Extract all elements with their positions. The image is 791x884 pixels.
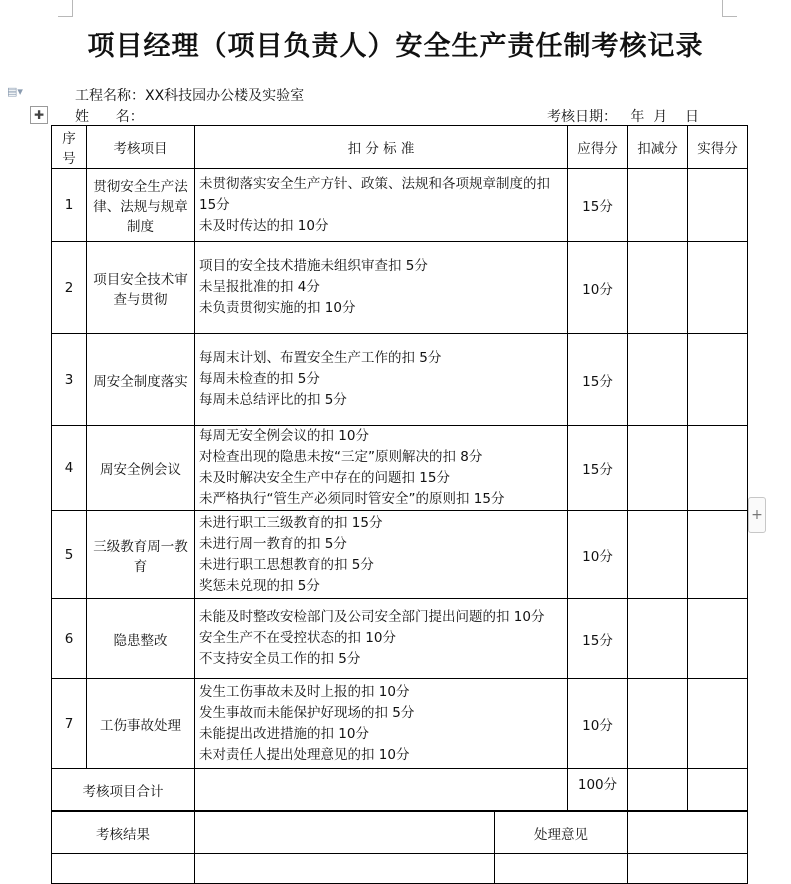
row-criteria	[195, 242, 568, 334]
criterion-line: 未严格执行“管生产必须同时管安全”的原则扣 15分	[199, 491, 505, 507]
row-actual-cell[interactable]	[688, 426, 748, 511]
result-row	[52, 812, 748, 854]
row-deduct-cell[interactable]	[628, 599, 688, 679]
criterion-line: 每周未总结评比的扣 5分	[199, 392, 347, 408]
row-criteria	[195, 511, 568, 599]
table-row	[52, 679, 748, 769]
criterion-line: 15分	[199, 196, 230, 213]
row-actual-cell[interactable]	[688, 334, 748, 426]
row-actual-cell[interactable]	[688, 679, 748, 769]
header-deduct-score: 扣减分	[628, 126, 688, 169]
row-seq: 1	[52, 169, 87, 242]
criterion-line: 未贯彻落实安全生产方针、政策、法规和各项规章制度的扣	[199, 175, 550, 192]
table-row	[52, 599, 748, 679]
criterion-line: 未及时解决安全生产中存在的问题扣 15分	[199, 470, 450, 486]
row-seq: 2	[52, 242, 87, 334]
page-corner-mark	[58, 0, 73, 17]
table-row	[52, 242, 748, 334]
total-deduct-cell[interactable]	[628, 769, 688, 811]
empty-cell[interactable]	[628, 854, 748, 884]
header-seq: 序号	[52, 126, 87, 169]
criterion-line: 项目的安全技术措施未组织审查扣 5分	[199, 258, 428, 274]
table-row	[52, 426, 748, 511]
row-seq: 3	[52, 334, 87, 426]
header-standard: 扣 分 标 准	[195, 126, 568, 169]
row-item: 项目安全技术审查与贯彻	[87, 242, 195, 334]
add-column-icon[interactable]: +	[748, 497, 766, 533]
row-due-score: 15分	[568, 599, 628, 679]
row-deduct-cell[interactable]	[628, 242, 688, 334]
empty-cell[interactable]	[52, 854, 195, 884]
table-row	[52, 511, 748, 599]
criterion-line: 未进行职工三级教育的扣 15分	[199, 514, 383, 531]
criterion-line: 每周无安全例会议的扣 10分	[199, 428, 369, 444]
row-deduct-cell[interactable]	[628, 679, 688, 769]
row-seq: 7	[52, 679, 87, 769]
opinion-value-cell[interactable]	[628, 812, 748, 854]
row-actual-cell[interactable]	[688, 169, 748, 242]
row-item: 工伤事故处理	[87, 679, 195, 769]
total-score: 100分	[568, 769, 628, 811]
result-label: 考核结果	[52, 812, 195, 854]
empty-cell[interactable]	[195, 854, 495, 884]
document-map-icon[interactable]: ▤▾	[7, 85, 23, 98]
empty-cell[interactable]	[495, 854, 628, 884]
criterion-line: 未呈报批准的扣 4分	[199, 279, 320, 295]
table-row	[52, 169, 748, 242]
page-corner-mark	[722, 0, 737, 17]
row-deduct-cell[interactable]	[628, 334, 688, 426]
row-actual-cell[interactable]	[688, 511, 748, 599]
header-item: 考核项目	[87, 126, 195, 169]
criterion-line: 未负责贯彻实施的扣 10分	[199, 300, 356, 316]
row-criteria	[195, 599, 568, 679]
row-criteria	[195, 334, 568, 426]
opinion-label: 处理意见	[495, 812, 628, 854]
row-criteria	[195, 169, 568, 242]
criterion-line: 每周未检查的扣 5分	[199, 371, 320, 387]
row-deduct-cell[interactable]	[628, 169, 688, 242]
criterion-line: 安全生产不在受控状态的扣 10分	[199, 630, 396, 646]
row-due-score: 10分	[568, 511, 628, 599]
row-criteria	[195, 426, 568, 511]
result-extra-row	[52, 854, 748, 884]
total-label: 考核项目合计	[52, 769, 195, 811]
result-value-cell[interactable]	[195, 812, 495, 854]
project-name-line: 工程名称：XX科技园办公楼及实验室	[75, 88, 305, 104]
row-item: 周安全例会议	[87, 426, 195, 511]
row-due-score: 15分	[568, 169, 628, 242]
criterion-line: 发生工伤事故未及时上报的扣 10分	[199, 683, 410, 700]
row-item: 隐患整改	[87, 599, 195, 679]
criterion-line: 未对责任人提出处理意见的扣 10分	[199, 746, 410, 763]
criterion-line: 未及时传达的扣 10分	[199, 217, 329, 234]
result-table	[51, 811, 748, 884]
criterion-line: 发生事故而未能保护好现场的扣 5分	[199, 704, 415, 721]
header-actual-score: 实得分	[688, 126, 748, 169]
total-row	[52, 769, 748, 811]
criterion-line: 未进行职工思想教育的扣 5分	[199, 556, 374, 573]
row-due-score: 10分	[568, 679, 628, 769]
row-deduct-cell[interactable]	[628, 511, 688, 599]
row-deduct-cell[interactable]	[628, 426, 688, 511]
row-actual-cell[interactable]	[688, 242, 748, 334]
table-move-handle-icon[interactable]: ✚	[30, 106, 48, 124]
header-row	[52, 126, 748, 169]
criterion-line: 未能提出改进措施的扣 10分	[199, 725, 369, 742]
table-row	[52, 334, 748, 426]
row-item: 周安全制度落实	[87, 334, 195, 426]
criterion-line: 不支持安全员工作的扣 5分	[199, 651, 361, 667]
criterion-line: 未进行周一教育的扣 5分	[199, 535, 347, 552]
row-seq: 6	[52, 599, 87, 679]
row-item: 三级教育周一教育	[87, 511, 195, 599]
criterion-line: 每周末计划、布置安全生产工作的扣 5分	[199, 350, 442, 366]
row-due-score: 10分	[568, 242, 628, 334]
total-actual-cell[interactable]	[688, 769, 748, 811]
criterion-line: 对检查出现的隐患未按“三定”原则解决的扣 8分	[199, 449, 483, 465]
document-title: 项目经理（项目负责人）安全生产责任制考核记录	[87, 31, 704, 62]
assessment-date-line: 考核日期： 年 月 日	[547, 109, 700, 125]
row-seq: 4	[52, 426, 87, 511]
row-item: 贯彻安全生产法律、法规与规章制度	[87, 169, 195, 242]
assessment-table	[51, 125, 748, 811]
header-due-score: 应得分	[568, 126, 628, 169]
row-due-score: 15分	[568, 334, 628, 426]
row-actual-cell[interactable]	[688, 599, 748, 679]
row-seq: 5	[52, 511, 87, 599]
row-criteria	[195, 679, 568, 769]
criterion-line: 奖惩未兑现的扣 5分	[199, 577, 320, 594]
row-due-score: 15分	[568, 426, 628, 511]
total-standard-cell[interactable]	[195, 769, 568, 811]
name-line: 姓 名：	[75, 109, 144, 125]
criterion-line: 未能及时整改安检部门及公司安全部门提出问题的扣 10分	[199, 609, 545, 625]
